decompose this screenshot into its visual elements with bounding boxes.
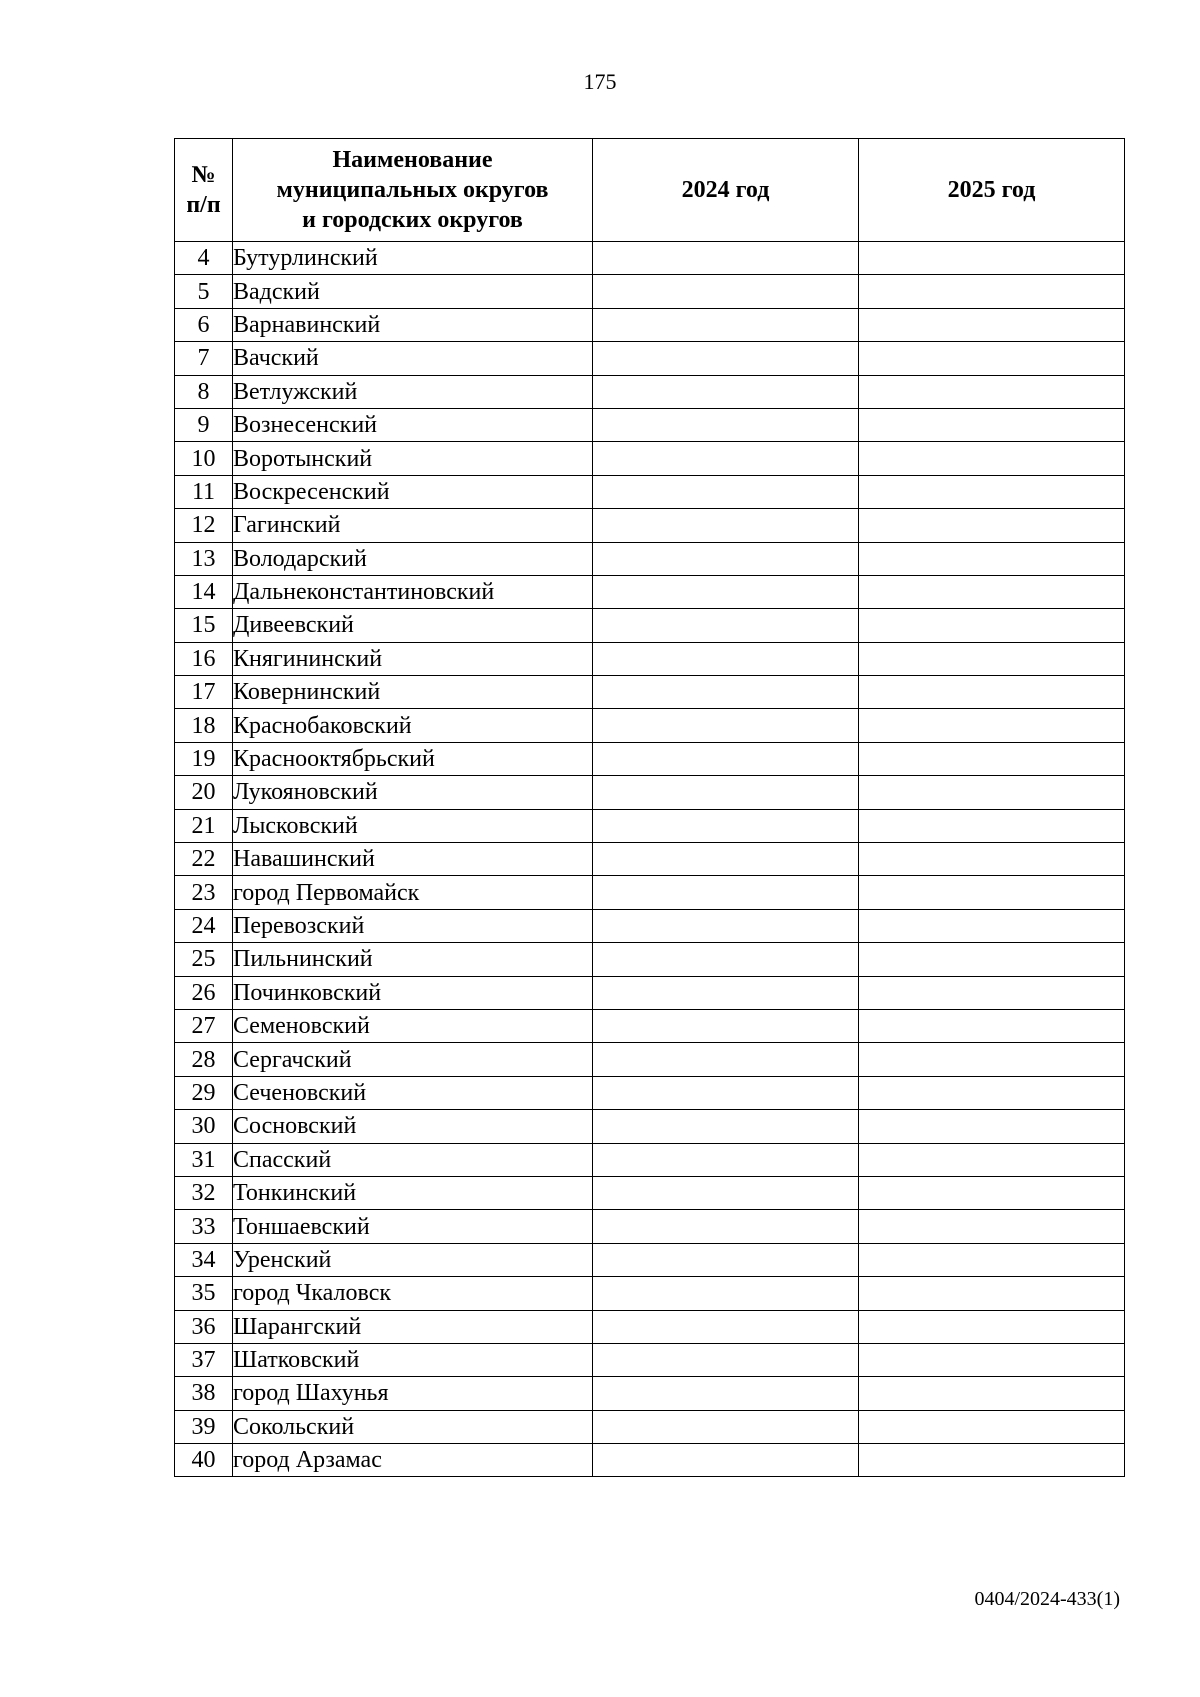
row-number: 19	[175, 742, 233, 775]
table-row	[175, 943, 1125, 976]
document-code: 0404/2024-433(1)	[974, 1588, 1120, 1610]
table-row	[175, 408, 1125, 441]
value-2024-cell	[593, 742, 859, 775]
value-2024-cell	[593, 408, 859, 441]
district-name: Починковский	[233, 976, 593, 1009]
district-name: Княгининский	[233, 642, 593, 675]
district-name: город Чкаловск	[233, 1277, 593, 1310]
value-2025-cell	[859, 509, 1125, 542]
row-number: 38	[175, 1377, 233, 1410]
district-name: Воротынский	[233, 442, 593, 475]
table-row	[175, 542, 1125, 575]
value-2025-cell	[859, 375, 1125, 408]
value-2025-cell	[859, 1009, 1125, 1042]
table-row	[175, 1277, 1125, 1310]
row-number: 36	[175, 1310, 233, 1343]
row-number: 13	[175, 542, 233, 575]
district-name: Навашинский	[233, 843, 593, 876]
table-row	[175, 776, 1125, 809]
value-2025-cell	[859, 442, 1125, 475]
value-2025-cell	[859, 909, 1125, 942]
value-2024-cell	[593, 509, 859, 542]
row-number: 32	[175, 1176, 233, 1209]
table-row	[175, 342, 1125, 375]
value-2025-cell	[859, 809, 1125, 842]
value-2024-cell	[593, 976, 859, 1009]
value-2024-cell	[593, 1076, 859, 1109]
value-2024-cell	[593, 709, 859, 742]
row-number: 26	[175, 976, 233, 1009]
row-number: 33	[175, 1210, 233, 1243]
value-2024-cell	[593, 1343, 859, 1376]
header-year-2025: 2025 год	[859, 139, 1125, 242]
district-name: Тонкинский	[233, 1176, 593, 1209]
value-2025-cell	[859, 1076, 1125, 1109]
value-2025-cell	[859, 242, 1125, 275]
district-name: Шатковский	[233, 1343, 593, 1376]
table-row	[175, 1176, 1125, 1209]
value-2025-cell	[859, 709, 1125, 742]
district-name: Вадский	[233, 275, 593, 308]
table-row	[175, 1043, 1125, 1076]
row-number: 11	[175, 475, 233, 508]
value-2024-cell	[593, 1444, 859, 1477]
value-2025-cell	[859, 609, 1125, 642]
value-2025-cell	[859, 1143, 1125, 1176]
value-2024-cell	[593, 542, 859, 575]
row-number: 28	[175, 1043, 233, 1076]
value-2025-cell	[859, 1277, 1125, 1310]
district-name: Лукояновский	[233, 776, 593, 809]
row-number: 31	[175, 1143, 233, 1176]
table-row	[175, 242, 1125, 275]
table-row	[175, 1110, 1125, 1143]
row-number: 8	[175, 375, 233, 408]
table-row	[175, 909, 1125, 942]
value-2024-cell	[593, 943, 859, 976]
value-2024-cell	[593, 1310, 859, 1343]
table-row	[175, 442, 1125, 475]
value-2025-cell	[859, 1243, 1125, 1276]
row-number: 14	[175, 575, 233, 608]
district-name: Вознесенский	[233, 408, 593, 441]
table-row	[175, 1310, 1125, 1343]
table-row	[175, 642, 1125, 675]
value-2025-cell	[859, 575, 1125, 608]
district-name: Перевозский	[233, 909, 593, 942]
row-number: 37	[175, 1343, 233, 1376]
value-2024-cell	[593, 275, 859, 308]
value-2024-cell	[593, 1210, 859, 1243]
value-2024-cell	[593, 1110, 859, 1143]
district-name: Ветлужский	[233, 375, 593, 408]
district-name: город Первомайск	[233, 876, 593, 909]
district-name: Дальнеконстантиновский	[233, 575, 593, 608]
table-row	[175, 876, 1125, 909]
table-row	[175, 1243, 1125, 1276]
district-name: Ковернинский	[233, 676, 593, 709]
district-name: город Арзамас	[233, 1444, 593, 1477]
district-name: Володарский	[233, 542, 593, 575]
table-row	[175, 1410, 1125, 1443]
district-name: Уренский	[233, 1243, 593, 1276]
district-name: Сеченовский	[233, 1076, 593, 1109]
value-2024-cell	[593, 843, 859, 876]
row-number: 39	[175, 1410, 233, 1443]
districts-table	[174, 138, 1125, 1477]
header-row	[175, 139, 1125, 242]
value-2025-cell	[859, 976, 1125, 1009]
table-header	[175, 139, 1125, 242]
value-2025-cell	[859, 1343, 1125, 1376]
row-number: 24	[175, 909, 233, 942]
value-2024-cell	[593, 242, 859, 275]
value-2025-cell	[859, 475, 1125, 508]
row-number: 18	[175, 709, 233, 742]
value-2025-cell	[859, 342, 1125, 375]
row-number: 5	[175, 275, 233, 308]
district-name: Сосновский	[233, 1110, 593, 1143]
value-2025-cell	[859, 275, 1125, 308]
district-name: город Шахунья	[233, 1377, 593, 1410]
table-row	[175, 575, 1125, 608]
table-row	[175, 1444, 1125, 1477]
district-name: Краснооктябрьский	[233, 742, 593, 775]
value-2024-cell	[593, 1143, 859, 1176]
row-number: 27	[175, 1009, 233, 1042]
page-number: 175	[583, 69, 617, 94]
table-row	[175, 1143, 1125, 1176]
value-2024-cell	[593, 475, 859, 508]
table-row	[175, 509, 1125, 542]
value-2024-cell	[593, 1009, 859, 1042]
table-row	[175, 308, 1125, 341]
table-row	[175, 475, 1125, 508]
value-2024-cell	[593, 342, 859, 375]
table-row	[175, 709, 1125, 742]
row-number: 35	[175, 1277, 233, 1310]
district-name: Пильнинский	[233, 943, 593, 976]
table-row	[175, 742, 1125, 775]
value-2024-cell	[593, 442, 859, 475]
row-number: 40	[175, 1444, 233, 1477]
row-number: 4	[175, 242, 233, 275]
district-name: Бутурлинский	[233, 242, 593, 275]
district-name: Семеновский	[233, 1009, 593, 1042]
district-name: Сокольский	[233, 1410, 593, 1443]
row-number: 22	[175, 843, 233, 876]
table-row	[175, 676, 1125, 709]
value-2025-cell	[859, 1444, 1125, 1477]
district-name: Спасский	[233, 1143, 593, 1176]
table-row	[175, 976, 1125, 1009]
row-number: 20	[175, 776, 233, 809]
header-year-2024: 2024 год	[593, 139, 859, 242]
row-number: 12	[175, 509, 233, 542]
table-row	[175, 1076, 1125, 1109]
value-2024-cell	[593, 1176, 859, 1209]
district-name: Лысковский	[233, 809, 593, 842]
value-2024-cell	[593, 776, 859, 809]
value-2024-cell	[593, 1277, 859, 1310]
table-row	[175, 1343, 1125, 1376]
value-2024-cell	[593, 1410, 859, 1443]
header-num: № п/п	[175, 139, 233, 242]
row-number: 9	[175, 408, 233, 441]
value-2024-cell	[593, 308, 859, 341]
value-2024-cell	[593, 1377, 859, 1410]
row-number: 16	[175, 642, 233, 675]
value-2024-cell	[593, 609, 859, 642]
value-2024-cell	[593, 676, 859, 709]
district-name: Краснобаковский	[233, 709, 593, 742]
value-2025-cell	[859, 843, 1125, 876]
value-2024-cell	[593, 575, 859, 608]
row-number: 25	[175, 943, 233, 976]
value-2025-cell	[859, 742, 1125, 775]
value-2024-cell	[593, 1043, 859, 1076]
district-name: Тоншаевский	[233, 1210, 593, 1243]
value-2024-cell	[593, 909, 859, 942]
table-row	[175, 843, 1125, 876]
district-name: Дивеевский	[233, 609, 593, 642]
value-2025-cell	[859, 1377, 1125, 1410]
value-2025-cell	[859, 1310, 1125, 1343]
value-2024-cell	[593, 809, 859, 842]
header-name: Наименование муниципальных округов и городских округов	[233, 139, 593, 242]
value-2025-cell	[859, 1410, 1125, 1443]
row-number: 34	[175, 1243, 233, 1276]
table-row	[175, 275, 1125, 308]
row-number: 29	[175, 1076, 233, 1109]
table-row	[175, 1009, 1125, 1042]
table-row	[175, 609, 1125, 642]
table-body	[175, 242, 1125, 1477]
value-2024-cell	[593, 1243, 859, 1276]
value-2025-cell	[859, 1043, 1125, 1076]
row-number: 10	[175, 442, 233, 475]
value-2025-cell	[859, 1210, 1125, 1243]
row-number: 7	[175, 342, 233, 375]
value-2025-cell	[859, 876, 1125, 909]
row-number: 6	[175, 308, 233, 341]
value-2025-cell	[859, 676, 1125, 709]
value-2025-cell	[859, 776, 1125, 809]
district-name: Вачский	[233, 342, 593, 375]
value-2025-cell	[859, 408, 1125, 441]
value-2025-cell	[859, 308, 1125, 341]
value-2024-cell	[593, 375, 859, 408]
value-2024-cell	[593, 876, 859, 909]
value-2025-cell	[859, 1176, 1125, 1209]
row-number: 15	[175, 609, 233, 642]
table-row	[175, 1377, 1125, 1410]
row-number: 21	[175, 809, 233, 842]
row-number: 23	[175, 876, 233, 909]
district-name: Сергачский	[233, 1043, 593, 1076]
district-name: Варнавинский	[233, 308, 593, 341]
value-2025-cell	[859, 642, 1125, 675]
district-name: Шарангский	[233, 1310, 593, 1343]
table-row	[175, 1210, 1125, 1243]
table-row	[175, 809, 1125, 842]
district-name: Гагинский	[233, 509, 593, 542]
row-number: 30	[175, 1110, 233, 1143]
value-2025-cell	[859, 943, 1125, 976]
value-2024-cell	[593, 642, 859, 675]
value-2025-cell	[859, 542, 1125, 575]
value-2025-cell	[859, 1110, 1125, 1143]
row-number: 17	[175, 676, 233, 709]
table-row	[175, 375, 1125, 408]
district-name: Воскресенский	[233, 475, 593, 508]
